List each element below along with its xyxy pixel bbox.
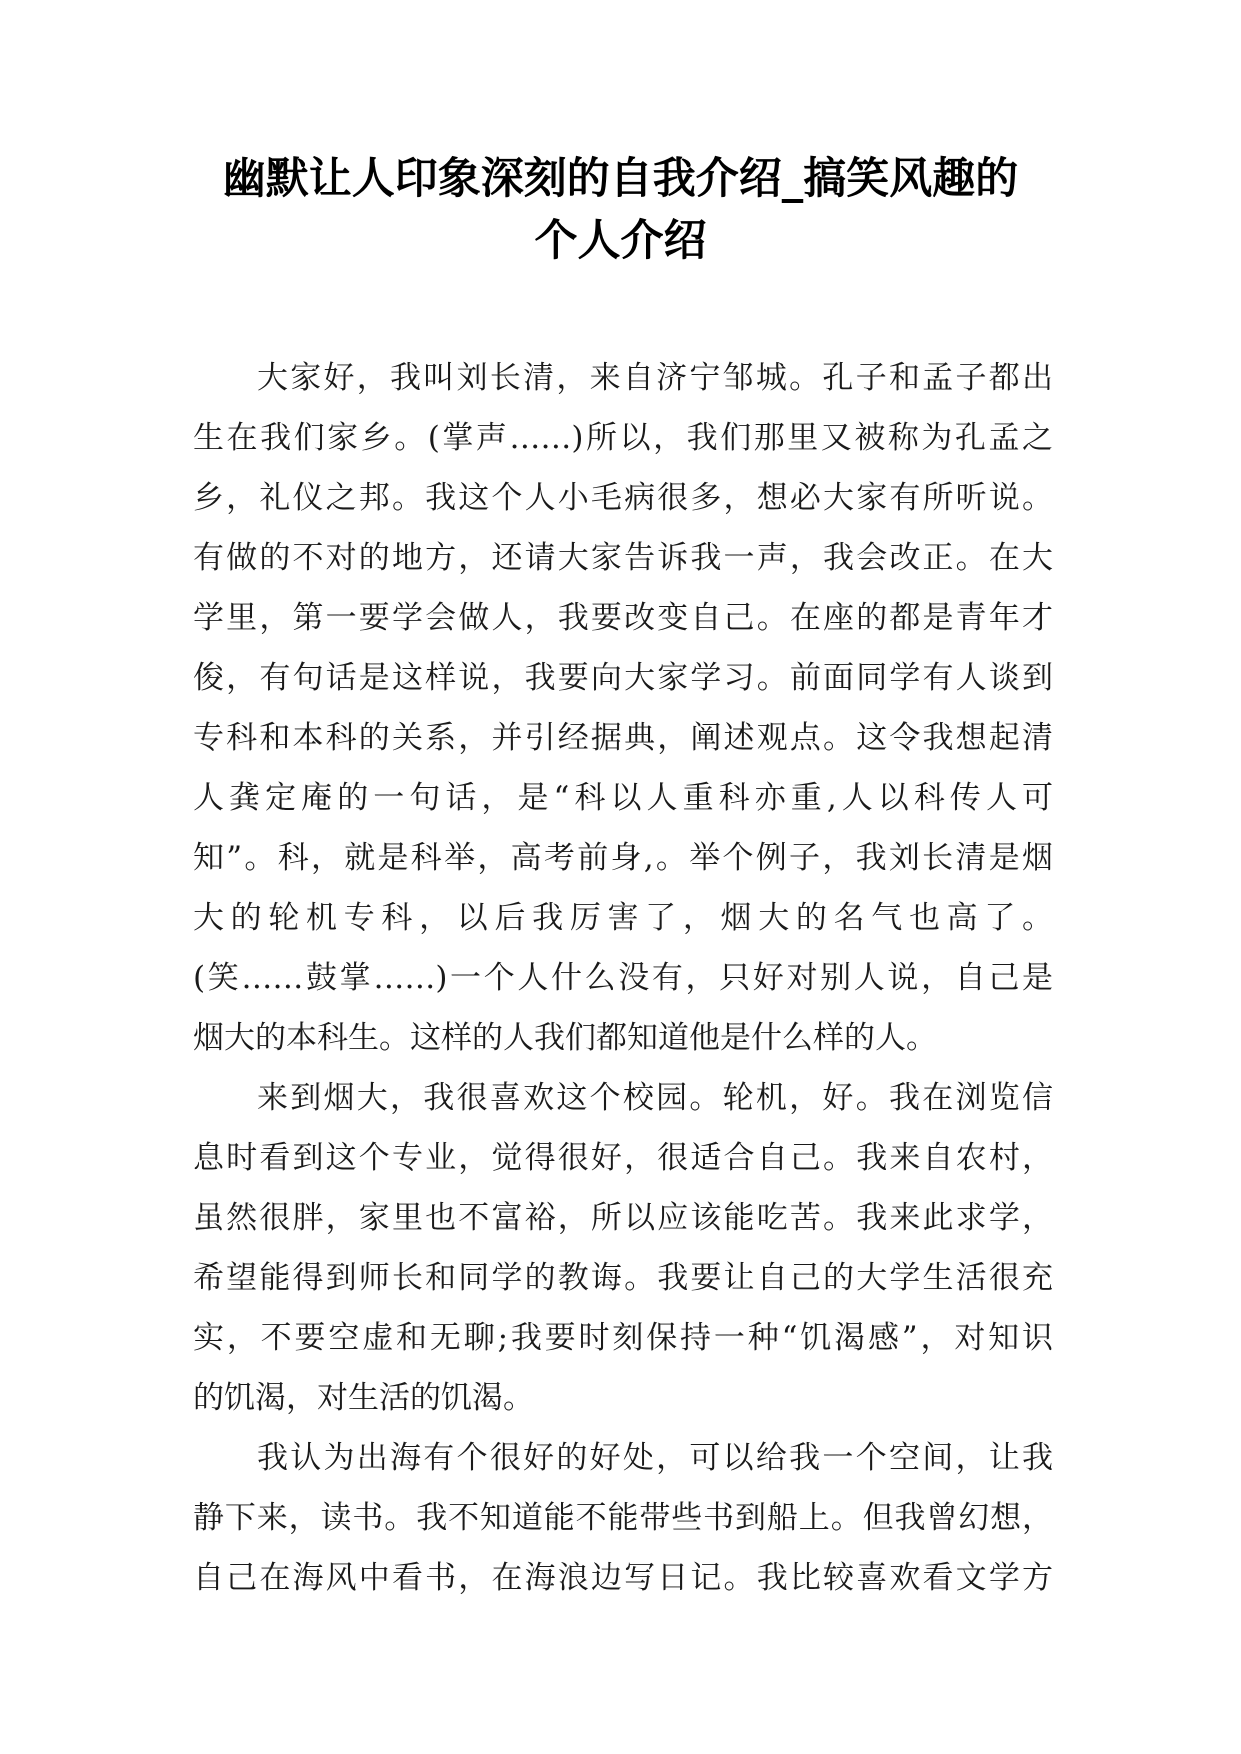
text-line: 息时看到这个专业，觉得很好，很适合自己。我来自农村，	[193, 1140, 1053, 1176]
text-line: 我认为出海有个很好的好处，可以给我一个空间，让我	[257, 1440, 1053, 1476]
text-line: 来到烟大，我很喜欢这个校园。轮机，好。我在浏览信	[257, 1080, 1053, 1116]
text-line: 知”。科，就是科举，高考前身,。举个例子，我刘长清是烟	[193, 840, 1053, 876]
text-line: 大的轮机专科，以后我厉害了，烟大的名气也高了。	[193, 900, 1053, 936]
text-line: 的饥渴，对生活的饥渴。	[193, 1380, 534, 1416]
text-line: 生在我们家乡。(掌声……)所以，我们那里又被称为孔孟之	[193, 420, 1053, 456]
text-line: 烟大的本科生。这样的人我们都知道他是什么样的人。	[193, 1020, 937, 1056]
text-line: 希望能得到师长和同学的教诲。我要让自己的大学生活很充	[193, 1260, 1053, 1296]
text-line: 专科和本科的关系，并引经据典，阐述观点。这令我想起清	[193, 720, 1053, 756]
text-line: 静下来，读书。我不知道能不能带些书到船上。但我曾幻想，	[193, 1500, 1053, 1536]
text-line: 人龚定庵的一句话，是“科以人重科亦重,人以科传人可	[193, 780, 1053, 816]
text-line: 学里，第一要学会做人，我要改变自己。在座的都是青年才	[193, 600, 1053, 636]
text-line: 实，不要空虚和无聊;我要时刻保持一种“饥渴感”，对知识	[193, 1320, 1053, 1356]
text-line: (笑……鼓掌……)一个人什么没有，只好对别人说，自己是	[193, 960, 1053, 996]
title-line-2: 个人介绍	[534, 216, 707, 266]
document-title	[150, 148, 1091, 272]
text-line: 乡，礼仪之邦。我这个人小毛病很多，想必大家有所听说。	[193, 480, 1053, 516]
text-line: 大家好，我叫刘长清，来自济宁邹城。孔子和孟子都出	[257, 360, 1053, 396]
text-line: 有做的不对的地方，还请大家告诉我一声，我会改正。在大	[193, 540, 1053, 576]
text-line: 虽然很胖，家里也不富裕，所以应该能吃苦。我来此求学，	[193, 1200, 1053, 1236]
title-line-1: 幽默让人印象深刻的自我介绍_搞笑风趣的	[222, 154, 1019, 204]
text-line: 俊，有句话是这样说，我要向大家学习。前面同学有人谈到	[193, 660, 1053, 696]
text-line: 自己在海风中看书，在海浪边写日记。我比较喜欢看文学方	[193, 1560, 1053, 1596]
